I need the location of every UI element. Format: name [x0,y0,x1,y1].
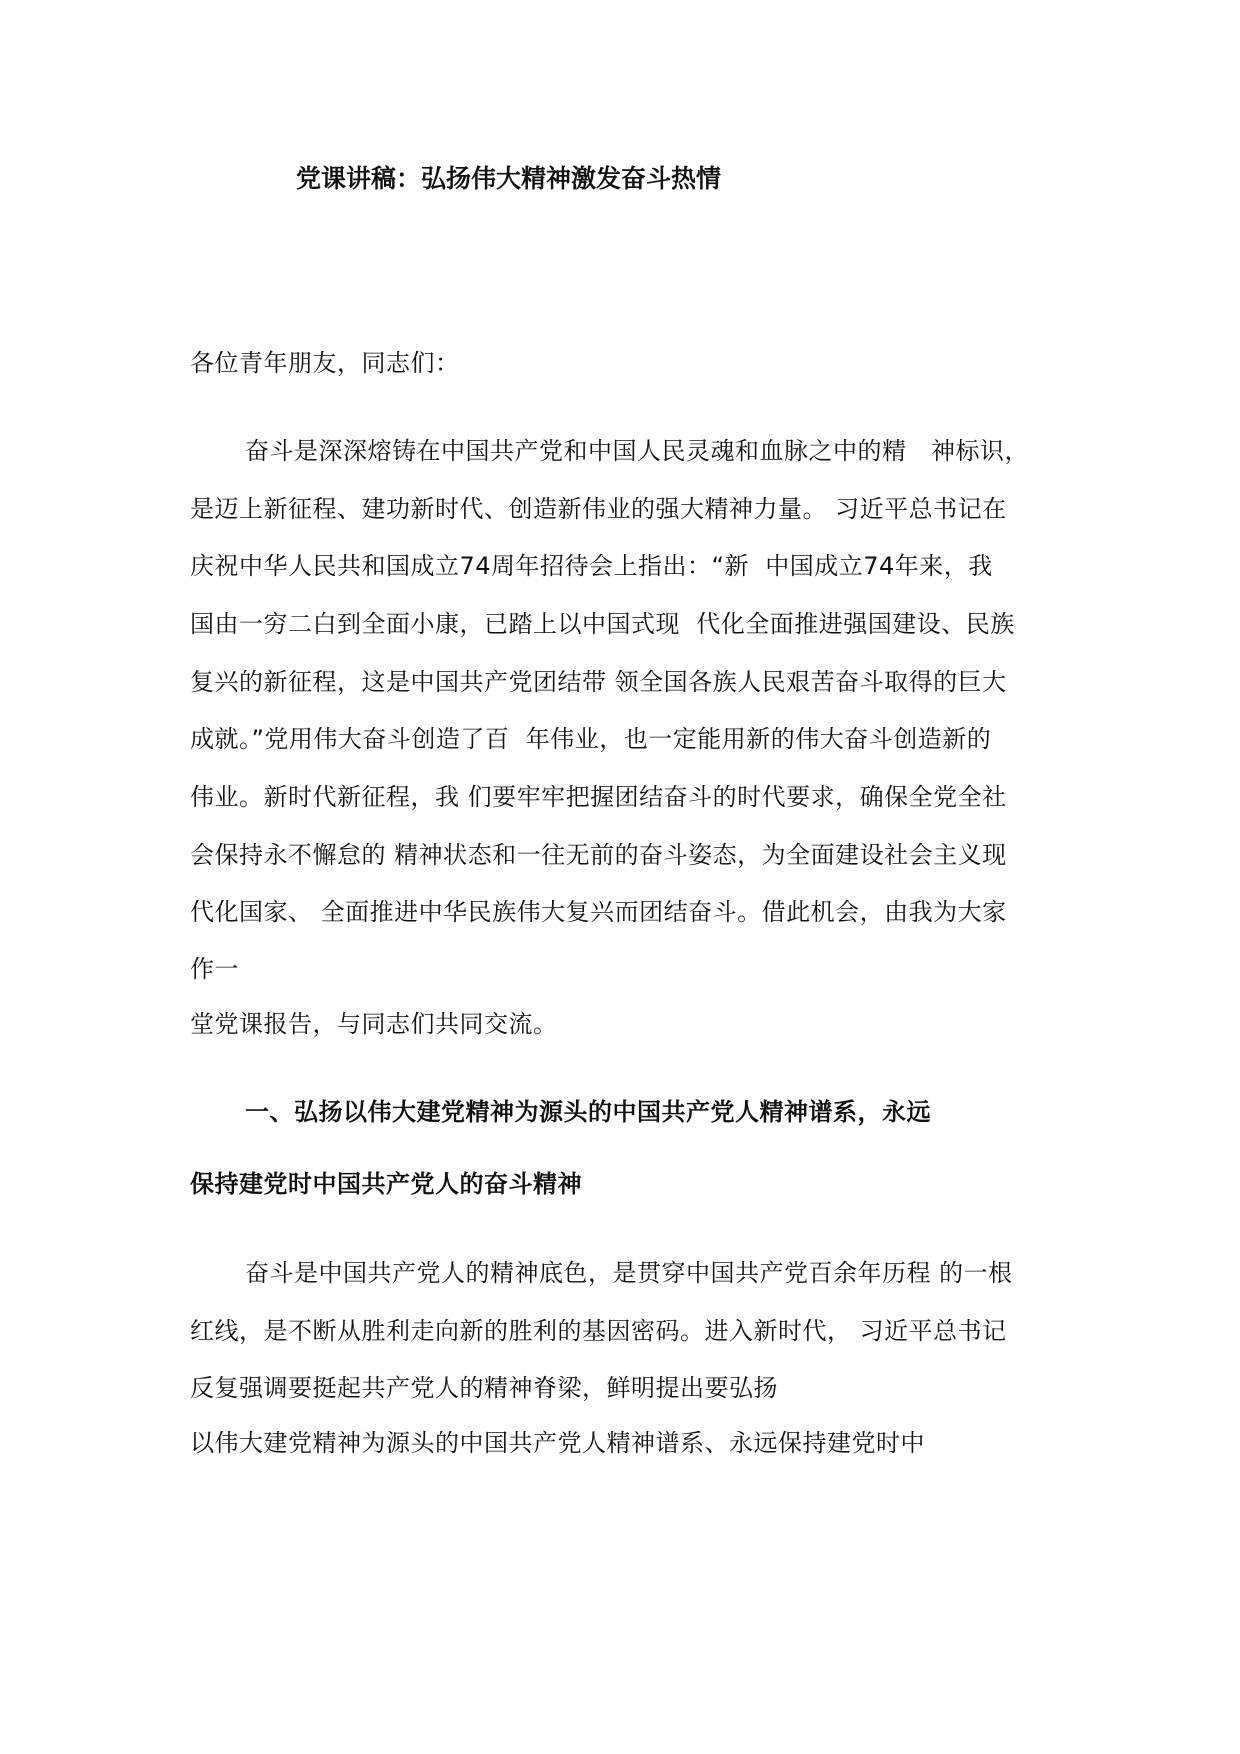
paragraph-1-line: 庆祝中华人民共和国成立74周年招待会上指出：“新 中国成立74年来，我 [190,552,993,580]
paragraph-2-line: 反复强调要挺起共产党人的精神脊梁，鲜明提出要弘扬 [190,1374,778,1402]
section-heading-line: 一、弘扬以伟大建党精神为源头的中国共产党人精神谱系，永远 [245,1098,931,1126]
paragraph-2-line: 奋斗是中国共产党人的精神底色，是贯穿中国共产党百余年历程 的一根 [245,1259,1013,1287]
section-heading-line: 保持建党时中国共产党人的奋斗精神 [190,1170,582,1198]
paragraph-1-line: 奋斗是深深熔铸在中国共产党和中国人民灵魂和血脉之中的精 神标识， [245,437,1029,465]
paragraph-1-line: 作一 [190,955,239,983]
paragraph-1-line: 成就。”党用伟大奋斗创造了百 年伟业，也一定能用新的伟大奋斗创造新的 [190,725,992,753]
paragraph-1-line: 堂党课报告，与同志们共同交流。 [190,1010,558,1038]
document-title: 党课讲稿：弘扬伟大精神激发奋斗热情 [296,164,722,193]
paragraph-1-line: 伟业。新时代新征程，我 们要牢牢把握团结奋斗的时代要求，确保全党全社 [190,783,1007,811]
paragraph-2-line: 以伟大建党精神为源头的中国共产党人精神谱系、永远保持建党时中 [190,1429,925,1457]
paragraph-1-line: 国由一穷二白到全面小康，已踏上以中国式现 代化全面推进强国建设、民族 [190,610,1015,638]
paragraph-1-line: 是迈上新征程、建功新时代、创造新伟业的强大精神力量。 习近平总书记在 [190,495,1007,523]
greeting: 各位青年朋友，同志们： [190,349,460,377]
paragraph-1-line: 代化国家、 全面推进中华民族伟大复兴而团结奋斗。借此机会，由我为大家 [190,898,1007,926]
paragraph-1-line: 会保持永不懈怠的 精神状态和一往无前的奋斗姿态，为全面建设社会主义现 [190,841,1007,869]
paragraph-1-line: 复兴的新征程，这是中国共产党团结带 领全国各族人民艰苦奋斗取得的巨大 [190,668,1007,696]
paragraph-2-line: 红线，是不断从胜利走向新的胜利的基因密码。进入新时代， 习近平总书记 [190,1317,1007,1345]
